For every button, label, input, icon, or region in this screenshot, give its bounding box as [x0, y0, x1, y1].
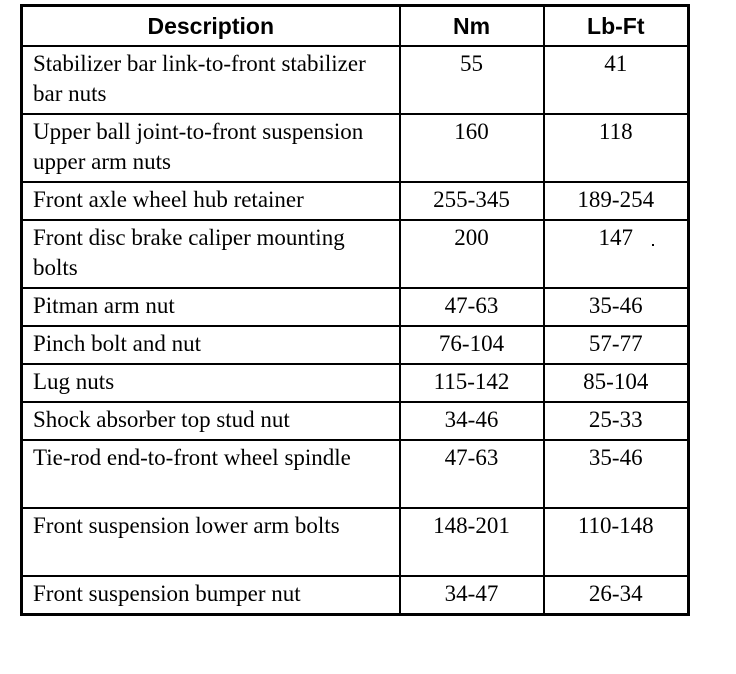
lbft-cell: 147	[544, 220, 689, 288]
table-row	[22, 364, 689, 402]
table-row	[22, 326, 689, 364]
nm-cell: 47-63	[400, 440, 544, 508]
table-row	[22, 440, 689, 508]
table-row	[22, 402, 689, 440]
lbft-cell: 35-46	[544, 288, 689, 326]
header-lbft: Lb-Ft	[544, 6, 689, 47]
scan-speck	[652, 244, 654, 246]
lbft-cell: 85-104	[544, 364, 689, 402]
lbft-cell: 35-46	[544, 440, 689, 508]
nm-cell: 200	[400, 220, 544, 288]
description-cell: Upper ball joint-to-front suspension upper arm nuts	[22, 114, 400, 182]
header-row	[22, 6, 689, 47]
nm-cell: 47-63	[400, 288, 544, 326]
nm-cell: 115-142	[400, 364, 544, 402]
lbft-cell: 41	[544, 46, 689, 114]
table-row	[22, 220, 689, 288]
table-row	[22, 508, 689, 576]
lbft-cell: 110-148	[544, 508, 689, 576]
lbft-cell: 118	[544, 114, 689, 182]
header-description: Description	[22, 6, 400, 47]
torque-spec-table	[20, 4, 690, 616]
nm-cell: 34-47	[400, 576, 544, 615]
nm-cell: 76-104	[400, 326, 544, 364]
header-nm: Nm	[400, 6, 544, 47]
description-cell: Tie-rod end-to-front wheel spindle	[22, 440, 400, 508]
description-cell: Front axle wheel hub retainer	[22, 182, 400, 220]
lbft-cell: 57-77	[544, 326, 689, 364]
description-cell: Front suspension lower arm bolts	[22, 508, 400, 576]
table-row	[22, 46, 689, 114]
description-cell: Front suspension bumper nut	[22, 576, 400, 615]
description-cell: Front disc brake caliper mounting bolts	[22, 220, 400, 288]
table-row	[22, 288, 689, 326]
description-cell: Lug nuts	[22, 364, 400, 402]
lbft-cell: 26-34	[544, 576, 689, 615]
nm-cell: 255-345	[400, 182, 544, 220]
lbft-cell: 25-33	[544, 402, 689, 440]
nm-cell: 55	[400, 46, 544, 114]
table-row	[22, 182, 689, 220]
table-row	[22, 576, 689, 615]
nm-cell: 160	[400, 114, 544, 182]
table-row	[22, 114, 689, 182]
description-cell: Pinch bolt and nut	[22, 326, 400, 364]
nm-cell: 148-201	[400, 508, 544, 576]
lbft-cell: 189-254	[544, 182, 689, 220]
nm-cell: 34-46	[400, 402, 544, 440]
description-cell: Pitman arm nut	[22, 288, 400, 326]
description-cell: Stabilizer bar link-to-front stabilizer bar nuts	[22, 46, 400, 114]
description-cell: Shock absorber top stud nut	[22, 402, 400, 440]
